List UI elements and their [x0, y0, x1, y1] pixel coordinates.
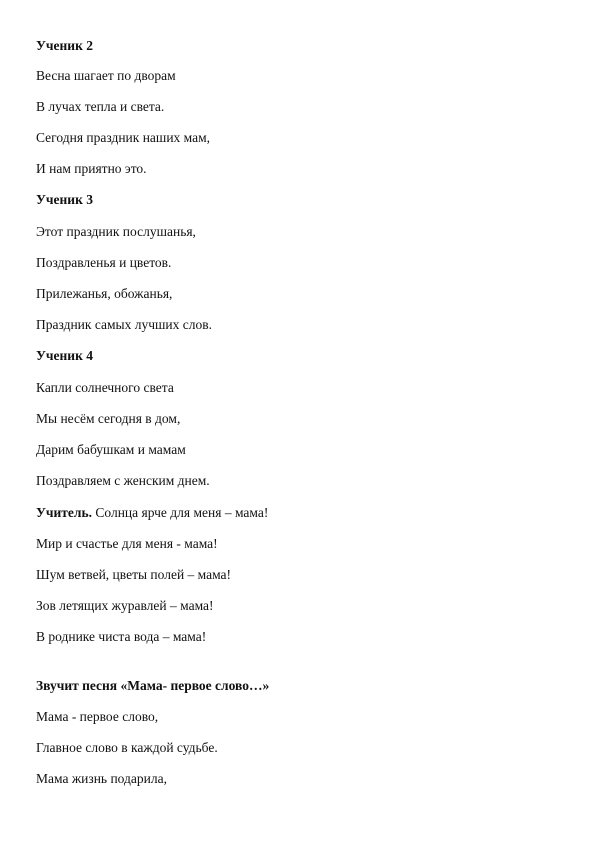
poem-line: [36, 99, 164, 115]
text: Сегодня праздник наших мам,: [36, 130, 211, 145]
text: Шум ветвей, цветы полей – мама!: [36, 567, 232, 582]
poem-line: [36, 224, 196, 240]
poem-line: [36, 567, 231, 583]
text: Мы несём сегодня в дом,: [36, 411, 181, 426]
poem-line: [36, 317, 212, 333]
poem-line: [36, 130, 210, 146]
text: Этот праздник послушанья,: [36, 224, 196, 239]
poem-line: [36, 536, 218, 552]
text: Поздравленья и цветов.: [36, 255, 172, 270]
text: Мама - первое слово,: [36, 709, 159, 724]
heading-student-3: [36, 192, 93, 208]
song-line: [36, 771, 167, 787]
text: Праздник самых лучших слов.: [36, 317, 212, 332]
text: Весна шагает по дворам: [36, 68, 176, 83]
heading-student-2: [36, 38, 93, 54]
poem-line: [36, 68, 176, 84]
text: В лучах тепла и света.: [36, 99, 165, 114]
text: Зов летящих журавлей – мама!: [36, 598, 214, 613]
poem-line: [36, 161, 147, 177]
poem-line: [36, 442, 186, 458]
text: Поздравляем с женским днем.: [36, 473, 210, 488]
teacher-line: [36, 505, 268, 521]
bold-text: Звучит песня «Мама- первое слово…»: [36, 678, 270, 693]
text: В роднике чиста вода – мама!: [36, 629, 207, 644]
text: И нам приятно это.: [36, 161, 147, 176]
text: Мир и счастье для меня - мама!: [36, 536, 218, 551]
poem-line: [36, 286, 172, 302]
bold-text: Ученик 3: [36, 192, 93, 207]
heading-student-4: [36, 348, 93, 364]
poem-line: [36, 380, 174, 396]
poem-line: [36, 411, 180, 427]
poem-line: [36, 255, 171, 271]
song-heading: [36, 678, 269, 694]
song-line: [36, 740, 218, 756]
poem-line: [36, 598, 214, 614]
poem-line: [36, 629, 206, 645]
song-line: [36, 709, 158, 725]
text: Солнца ярче для меня – мама!: [92, 505, 269, 520]
text: Прилежанья, обожанья,: [36, 286, 173, 301]
text: Капли солнечного света: [36, 380, 174, 395]
text: Мама жизнь подарила,: [36, 771, 167, 786]
text: Главное слово в каждой судьбе.: [36, 740, 218, 755]
speaker-label: Учитель.: [36, 505, 93, 520]
bold-text: Ученик 4: [36, 348, 93, 363]
poem-line: [36, 473, 210, 489]
text: Дарим бабушкам и мамам: [36, 442, 186, 457]
bold-text: Ученик 2: [36, 38, 93, 53]
